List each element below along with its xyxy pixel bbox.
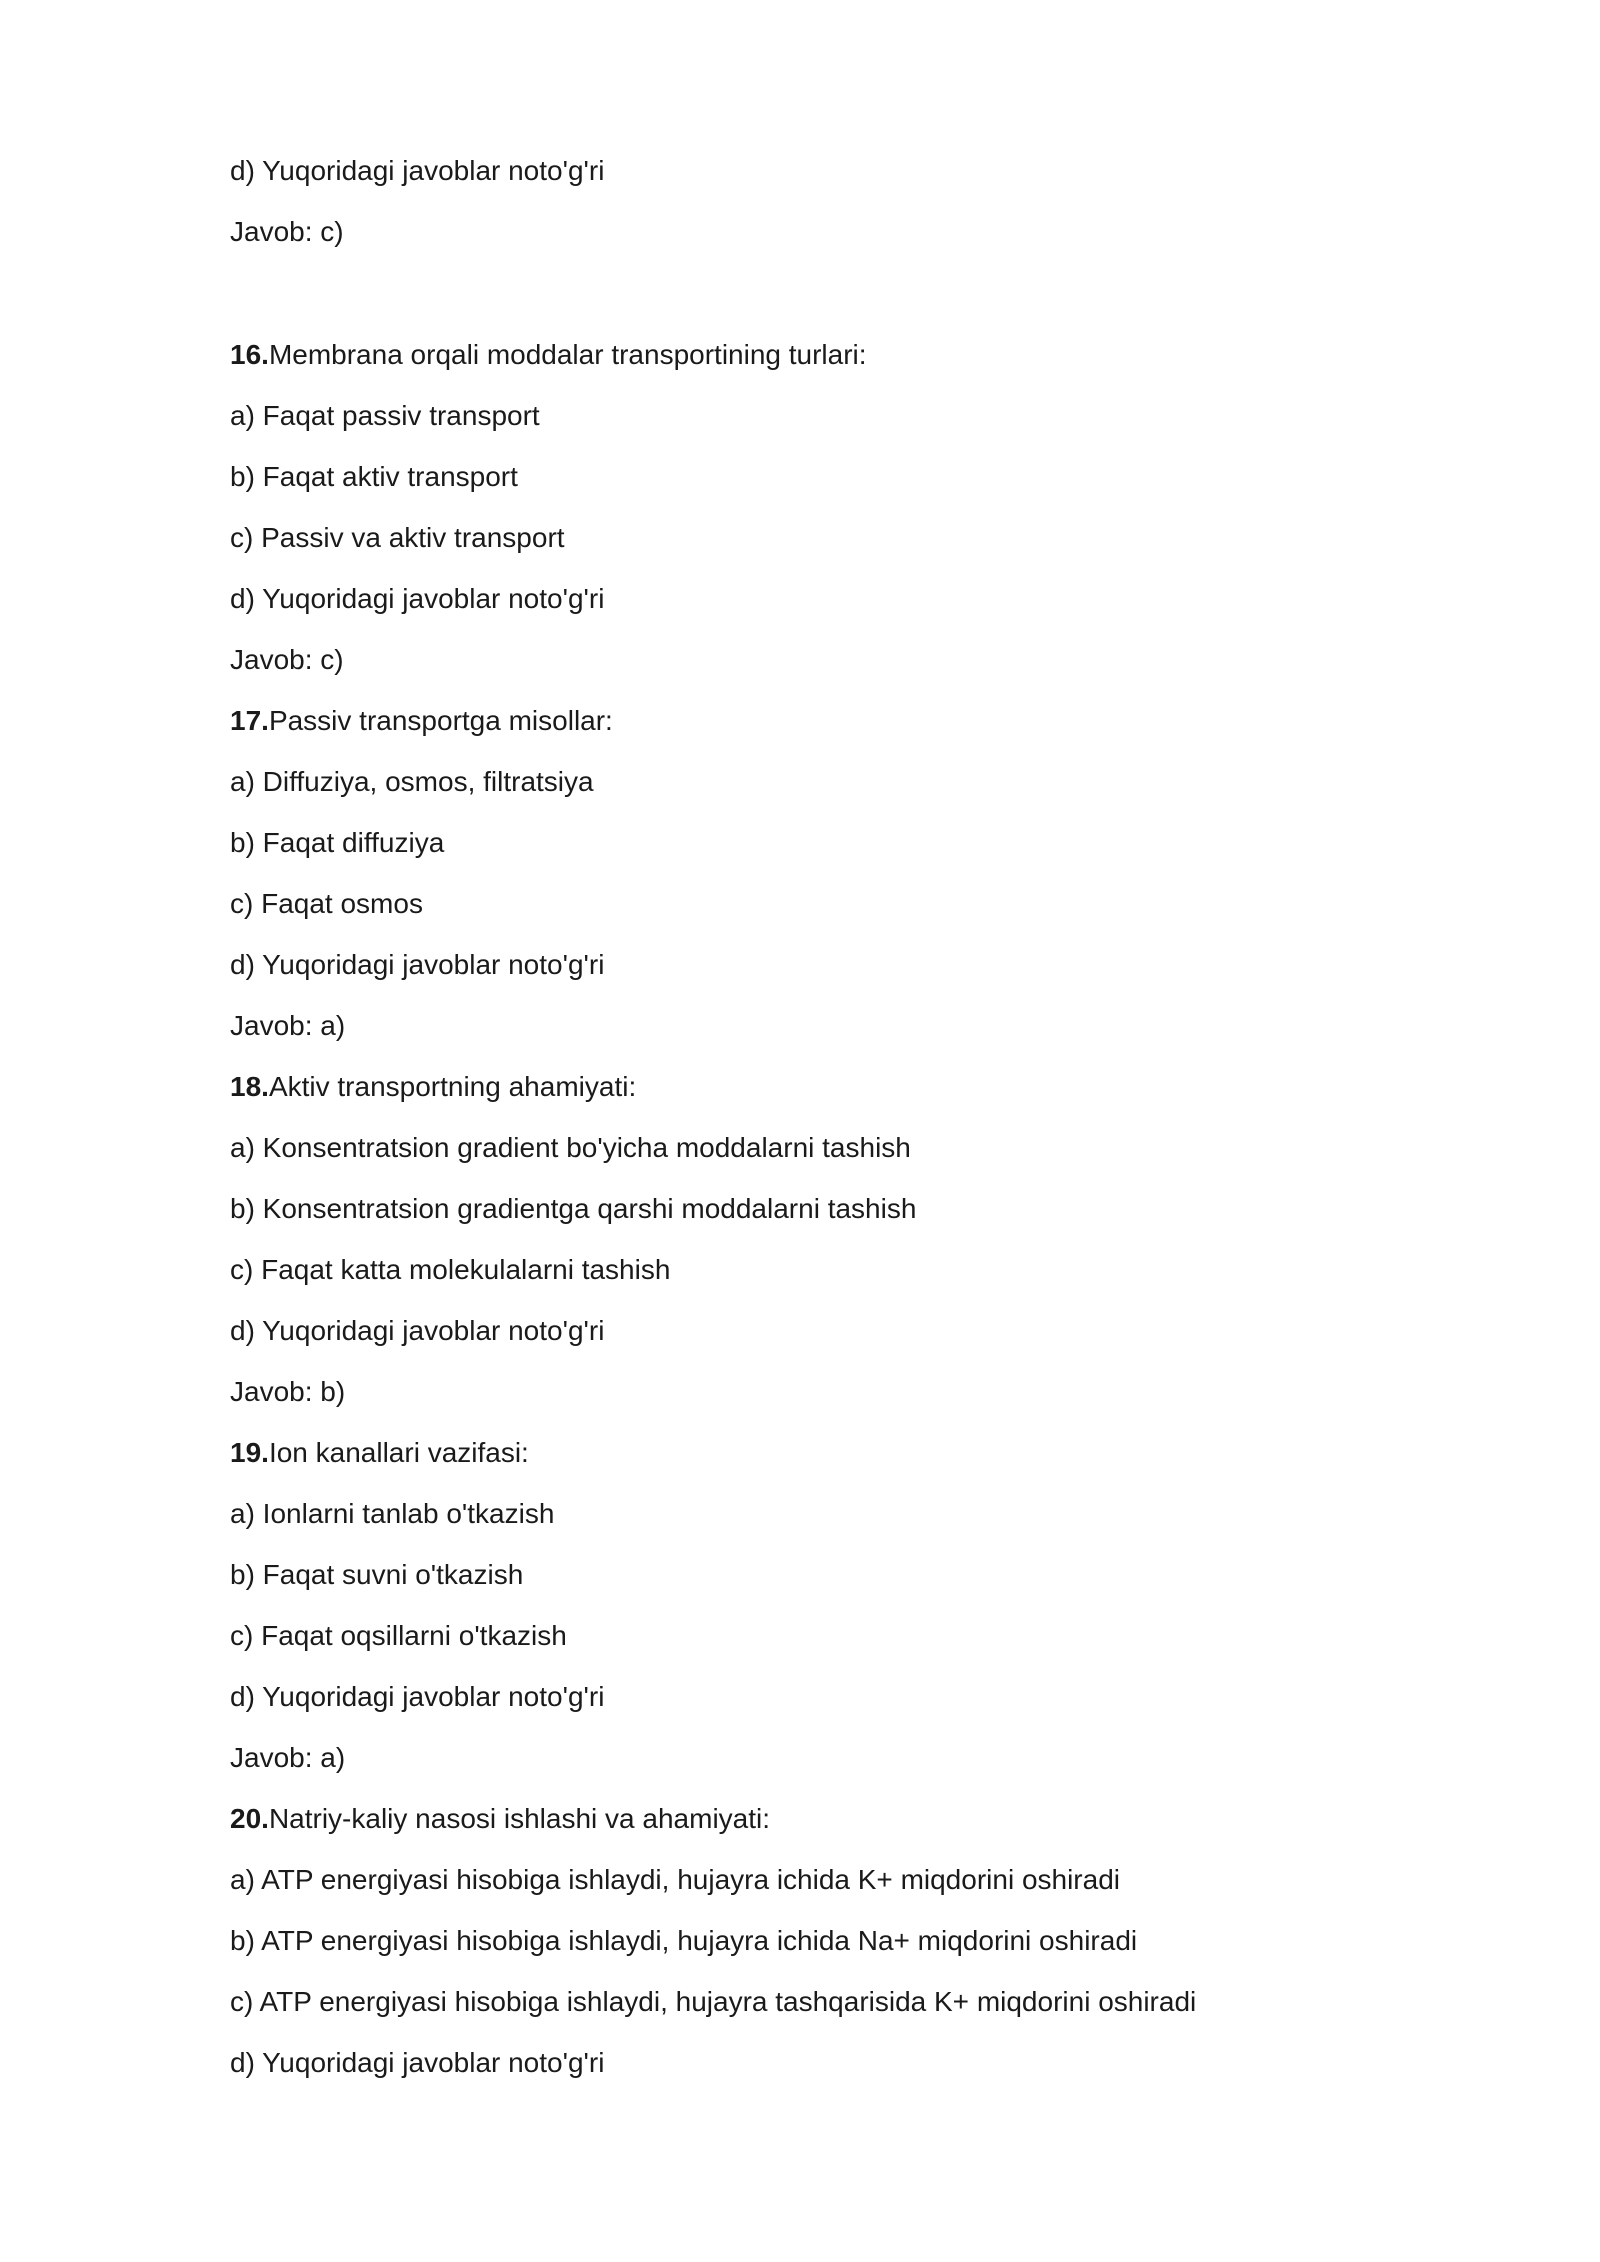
question-number: 18. xyxy=(230,1071,269,1102)
option-d: d) Yuqoridagi javoblar noto'g'ri xyxy=(230,1315,605,1346)
question-number: 16. xyxy=(230,339,269,370)
answer-line: Javob: b) xyxy=(230,1376,346,1407)
answer-line: Javob: c) xyxy=(230,216,344,247)
question-text: Membrana orqali moddalar transportining turlari: xyxy=(268,339,867,370)
option-b: b) Faqat diffuziya xyxy=(230,827,445,858)
question-17 xyxy=(230,698,1430,759)
option-d: d) Yuqoridagi javoblar noto'g'ri xyxy=(230,155,605,186)
option-c: c) Passiv va aktiv transport xyxy=(230,522,565,553)
answer-line: Javob: a) xyxy=(230,1010,346,1041)
option-b: b) Faqat suvni o'tkazish xyxy=(230,1559,524,1590)
question-19 xyxy=(230,1430,1430,1491)
question-text: Natriy-kaliy nasosi ishlashi va ahamiyati: xyxy=(268,1803,771,1834)
question-number: 20. xyxy=(230,1803,269,1834)
answer-line: Javob: c) xyxy=(230,644,344,675)
option-a: a) ATP energiyasi hisobiga ishlaydi, hujayra ichida K+ miqdorini oshiradi xyxy=(230,1864,1120,1895)
question-20 xyxy=(230,1796,1430,1857)
question-16 xyxy=(230,332,1430,393)
option-c: c) ATP energiyasi hisobiga ishlaydi, hujayra tashqarisida K+ miqdorini oshiradi xyxy=(230,1986,1197,2017)
option-a: a) Konsentratsion gradient bo'yicha moddalarni tashish xyxy=(230,1132,911,1163)
question-text: Passiv transportga misollar: xyxy=(268,705,613,736)
document-content xyxy=(230,148,1430,2101)
question-number: 17. xyxy=(230,705,269,736)
question-text: Aktiv transportning ahamiyati: xyxy=(268,1071,637,1102)
question-18 xyxy=(230,1064,1430,1125)
option-d: d) Yuqoridagi javoblar noto'g'ri xyxy=(230,949,605,980)
question-number: 19. xyxy=(230,1437,269,1468)
option-c: c) Faqat osmos xyxy=(230,888,423,919)
option-a: a) Ionlarni tanlab o'tkazish xyxy=(230,1498,555,1529)
option-c: c) Faqat katta molekulalarni tashish xyxy=(230,1254,671,1285)
spacer xyxy=(230,270,1430,332)
option-b: b) Faqat aktiv transport xyxy=(230,461,518,492)
answer-line: Javob: a) xyxy=(230,1742,346,1773)
option-b: b) Konsentratsion gradientga qarshi moddalarni tashish xyxy=(230,1193,917,1224)
option-b: b) ATP energiyasi hisobiga ishlaydi, hujayra ichida Na+ miqdorini oshiradi xyxy=(230,1925,1138,1956)
option-d: d) Yuqoridagi javoblar noto'g'ri xyxy=(230,1681,605,1712)
option-a: a) Faqat passiv transport xyxy=(230,400,540,431)
option-c: c) Faqat oqsillarni o'tkazish xyxy=(230,1620,567,1651)
question-text: Ion kanallari vazifasi: xyxy=(268,1437,529,1468)
option-d: d) Yuqoridagi javoblar noto'g'ri xyxy=(230,583,605,614)
option-d: d) Yuqoridagi javoblar noto'g'ri xyxy=(230,2047,605,2078)
option-a: a) Diffuziya, osmos, filtratsiya xyxy=(230,766,594,797)
